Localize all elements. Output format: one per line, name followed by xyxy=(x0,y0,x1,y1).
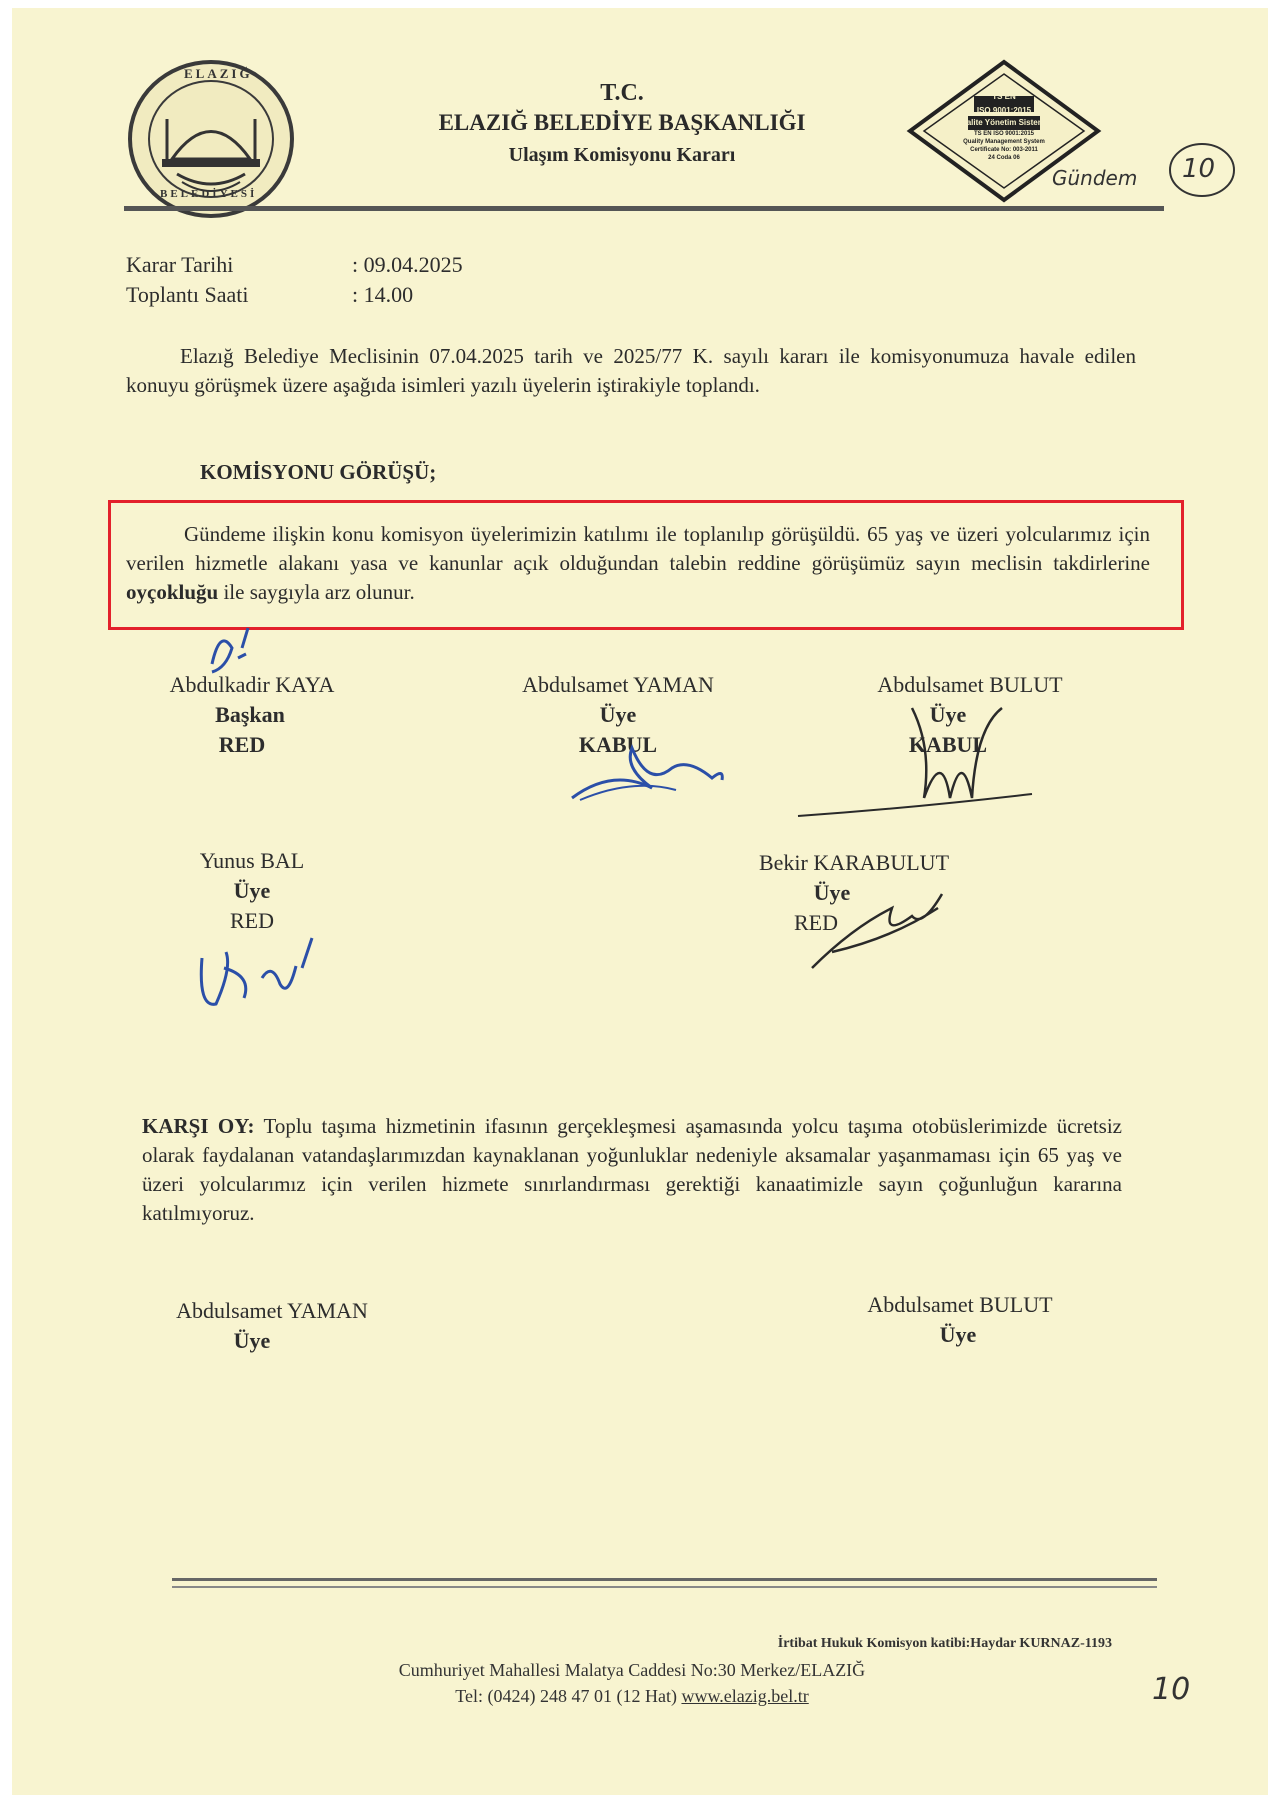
footer-tel-line xyxy=(312,1686,952,1707)
iso-line-4: TS EN ISO 9001:2015 xyxy=(973,131,1035,137)
member-5-name: Bekir KARABULUT xyxy=(758,850,950,875)
member-5-vote: RED xyxy=(794,910,838,935)
header-institution: ELAZIĞ BELEDİYE BAŞKANLIĞI xyxy=(438,110,806,135)
iso-line-3: Kalite Yönetim Sistemi xyxy=(960,118,1048,127)
dissent-signer-2-role: Üye xyxy=(939,1322,977,1347)
logo-bottom-text: BELEDİYESİ xyxy=(160,188,258,200)
dissent-paragraph xyxy=(142,1112,1122,1228)
iso-line-1: TS EN xyxy=(992,92,1016,101)
dissent-signer-2-name: Abdulsamet BULUT xyxy=(867,1292,1053,1317)
dissent-signer-1-role: Üye xyxy=(233,1328,271,1353)
opinion-text-end: ile saygıyla arz olunur. xyxy=(223,580,415,604)
dissent-label: KARŞI OY: xyxy=(142,1114,255,1138)
member-1-role: Başkan xyxy=(215,702,285,727)
intro-paragraph: Elazığ Belediye Meclisinin 07.04.2025 tarih ve 2025/77 K. sayılı kararı ile komisyonumuza havale edilen konuyu görüşmek üzere aşağıda isimleri yazılı üyelerin iştirakiyle toplandı. xyxy=(126,344,1136,397)
member-4-vote: RED xyxy=(230,908,274,933)
member-4-role: Üye xyxy=(233,878,271,903)
member-1-vote: RED xyxy=(218,732,266,757)
document-page xyxy=(12,8,1268,1795)
iso-line-2: ISO 9001:2015 xyxy=(976,106,1032,115)
member-1-name: Abdulkadir KAYA xyxy=(169,672,335,697)
footer-address: Cumhuriyet Mahallesi Malatya Caddesi No:30 Merkez/ELAZIĞ xyxy=(398,1660,866,1680)
handwritten-page-number: 10 xyxy=(1152,1672,1191,1707)
header-tc: T.C. xyxy=(600,80,644,106)
dissent-signer-1-name: Abdulsamet YAMAN xyxy=(176,1298,368,1323)
toplanti-saati-value: : 14.00 xyxy=(352,282,414,307)
opinion-heading: KOMİSYONU GÖRÜŞÜ; xyxy=(200,460,437,484)
member-3-name: Abdulsamet BULUT xyxy=(877,672,1063,697)
logo-top-text: ELAZIĞ xyxy=(184,66,253,81)
member-3-role: Üye xyxy=(929,702,967,727)
footer-tel: Tel: (0424) 248 47 01 (12 Hat) xyxy=(455,1686,677,1706)
karar-tarihi-value: : 09.04.2025 xyxy=(352,252,463,277)
header-title: Ulaşım Komisyonu Kararı xyxy=(508,144,736,166)
footer-divider xyxy=(172,1578,1157,1581)
opinion-text-bold: oyçokluğu xyxy=(126,580,219,604)
iso-line-7: 24 Coda 06 xyxy=(988,155,1020,161)
iso-line-5: Quality Management System xyxy=(963,139,1045,145)
footer-website-link[interactable]: www.elazig.bel.tr xyxy=(681,1686,809,1706)
dissent-text: Toplu taşıma hizmetinin ifasının gerçekleşmesi aşamasında yolcu taşıma otobüslerimizde ücretsiz olarak faydalanan vatandaşlarımızdan kaynaklanan yoğunluklar nedeniyle aksamalar yaşanmaması için 65 yaş ve üzeri yolcularımız için verilen hizmete sınırlandırması gerektiği kanaatimizle sayın çoğunluğun kararına katılmıyoruz. xyxy=(142,1114,1122,1225)
gundem-number: 10 xyxy=(1182,154,1216,184)
member-3-vote: KABUL xyxy=(908,732,988,757)
member-5-role: Üye xyxy=(813,880,851,905)
footer-divider-thin xyxy=(172,1586,1157,1588)
toplanti-saati-label: Toplantı Saati xyxy=(126,282,249,307)
member-2-role: Üye xyxy=(599,702,637,727)
iso-line-6: Certificate No: 003-2011 xyxy=(970,147,1038,153)
gundem-annotation: Gündem xyxy=(1052,166,1138,190)
signatures-graphic xyxy=(12,8,1268,1008)
opinion-text-start: Gündeme ilişkin konu komisyon üyelerimizin katılımı ile toplanılıp görüşüldü. 65 yaş ve üzeri yolcularımız için verilen hizmetle alakanı yasa ve kanunlar açık olduğundan talebin reddine görüşümüz sayın meclisin takdirlerine xyxy=(126,522,1150,575)
member-4-name: Yunus BAL xyxy=(199,848,305,873)
karar-tarihi-label: Karar Tarihi xyxy=(126,252,234,277)
member-2-vote: KABUL xyxy=(578,732,658,757)
footer-contact: İrtibat Hukuk Komisyon katibi:Haydar KURNAZ-1193 xyxy=(777,1636,1112,1651)
member-2-name: Abdulsamet YAMAN xyxy=(522,672,714,697)
